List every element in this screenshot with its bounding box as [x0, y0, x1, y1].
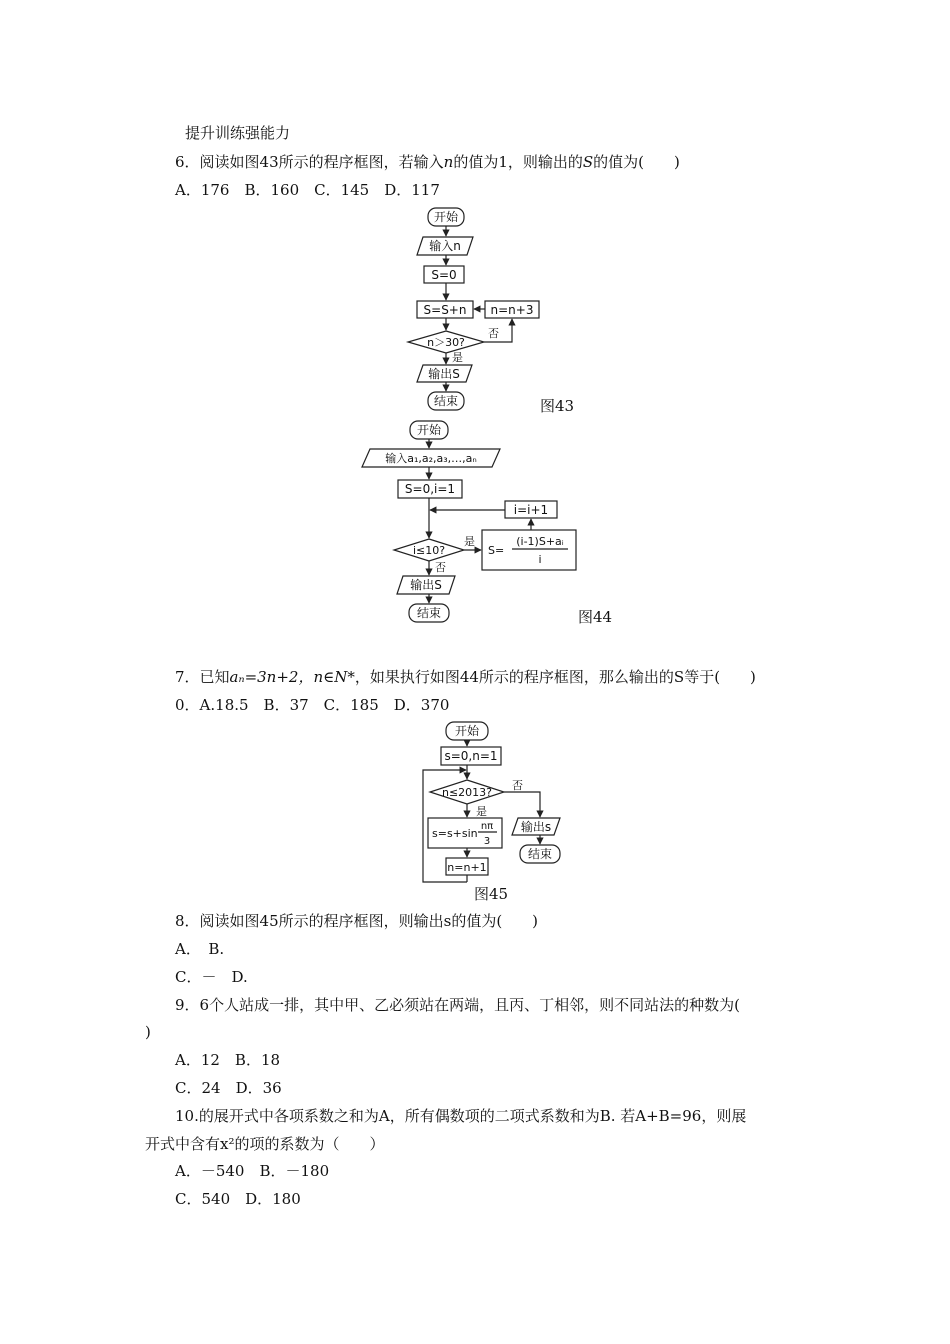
question-8-options-cd: C．－ D. — [175, 968, 248, 986]
q7-suffix: ，如果执行如图44所示的程序框图，那么输出的S等于( ) — [354, 668, 756, 686]
fig43-caption: 图43 — [540, 397, 575, 415]
fig44-init-label: S=0,i=1 — [404, 482, 456, 496]
fig44-end-label: 结束 — [416, 606, 442, 620]
fig45-update-label: n=n+1 — [447, 861, 487, 874]
question-9-stem-cont: ) — [145, 1023, 151, 1041]
fig43-output-label: 输出S — [428, 367, 460, 381]
fig45-step-num: nπ — [480, 821, 494, 832]
fig45-output-label: 输出s — [520, 820, 552, 834]
fig45-decision-label: n≤2013? — [441, 786, 493, 799]
question-10-stem-cont: 开式中含有x²的项的系数为（ ） — [145, 1135, 385, 1153]
fig43-end-label: 结束 — [433, 394, 459, 408]
fig43-init-label: S=0 — [431, 268, 457, 282]
q7-prefix: 7．已知 — [175, 668, 230, 686]
fig44-decision-label: i≤10? — [412, 544, 446, 557]
q6-suffix: 的值为( ) — [593, 153, 680, 171]
fig43-input-label: 输入n — [429, 239, 461, 253]
question-10-options-cd: C．540 D．180 — [175, 1190, 301, 1208]
fig43-update-label: n=n+3 — [490, 303, 534, 317]
fig45-no-label: 否 — [512, 779, 523, 792]
question-6-options: A．176 B．160 C．145 D．117 — [175, 181, 440, 199]
q6-var-s: S — [582, 153, 594, 171]
question-10-options-ab: A．－540 B．－180 — [175, 1162, 330, 1180]
fig43-start-label: 开始 — [433, 210, 459, 224]
fig45-step-den: 3 — [483, 836, 491, 847]
fig45-start-label: 开始 — [454, 724, 480, 738]
question-9-options-ab: A．12 B．18 — [175, 1051, 281, 1069]
question-9-stem: 9．6个人站成一排，其中甲、乙必须站在两端，且丙、丁相邻，则不同站法的种数为( — [175, 996, 740, 1014]
fig44-formula-num: (i-1)S+aᵢ — [516, 535, 564, 548]
fig43-yes-label: 是 — [452, 351, 463, 364]
question-7-options: 0．A.18.5 B．37 C．185 D．370 — [175, 696, 450, 714]
fig45-yes-label: 是 — [476, 805, 487, 818]
fig44-formula-den: i — [538, 553, 542, 566]
fig44-input-label: 输入a₁,a₂,a₃,…,aₙ — [385, 452, 477, 465]
fig43-no-label: 否 — [488, 327, 499, 340]
q6-middle: 的值为1，则输出的 — [453, 153, 583, 171]
fig44-formula-lhs: S= — [488, 544, 505, 557]
q7-sequence: aₙ=3n+2，n∈N* — [229, 668, 355, 686]
question-10-stem: 10.的展开式中各项系数之和为A，所有偶数项的二项式系数和为B. 若A+B=96，则展 — [175, 1107, 747, 1125]
fig44-no-label: 否 — [435, 561, 446, 574]
fig45-caption: 图45 — [474, 885, 509, 903]
question-8-stem: 8．阅读如图45所示的程序框图，则输出s的值为( ) — [175, 912, 539, 930]
fig44-update-label: i=i+1 — [513, 503, 549, 517]
section-title: 提升训练强能力 — [185, 124, 291, 142]
fig44-output-label: 输出S — [410, 578, 442, 592]
q6-var-n: n — [443, 153, 454, 171]
question-8-options-ab: A． B. — [175, 940, 225, 958]
fig45-end-label: 结束 — [527, 847, 553, 861]
fig43-step-label: S=S+n — [423, 303, 467, 317]
fig43-decision-label: n＞30? — [427, 336, 465, 349]
fig44-yes-label: 是 — [464, 535, 475, 548]
q6-prefix: 6．阅读如图43所示的程序框图，若输入 — [175, 153, 444, 171]
fig45-step-lhs: s=s+sin — [432, 827, 478, 840]
fig45-init-label: s=0,n=1 — [444, 749, 498, 763]
fig44-caption: 图44 — [578, 608, 613, 626]
question-9-options-cd: C．24 D．36 — [175, 1079, 282, 1097]
fig44-start-label: 开始 — [416, 423, 442, 437]
